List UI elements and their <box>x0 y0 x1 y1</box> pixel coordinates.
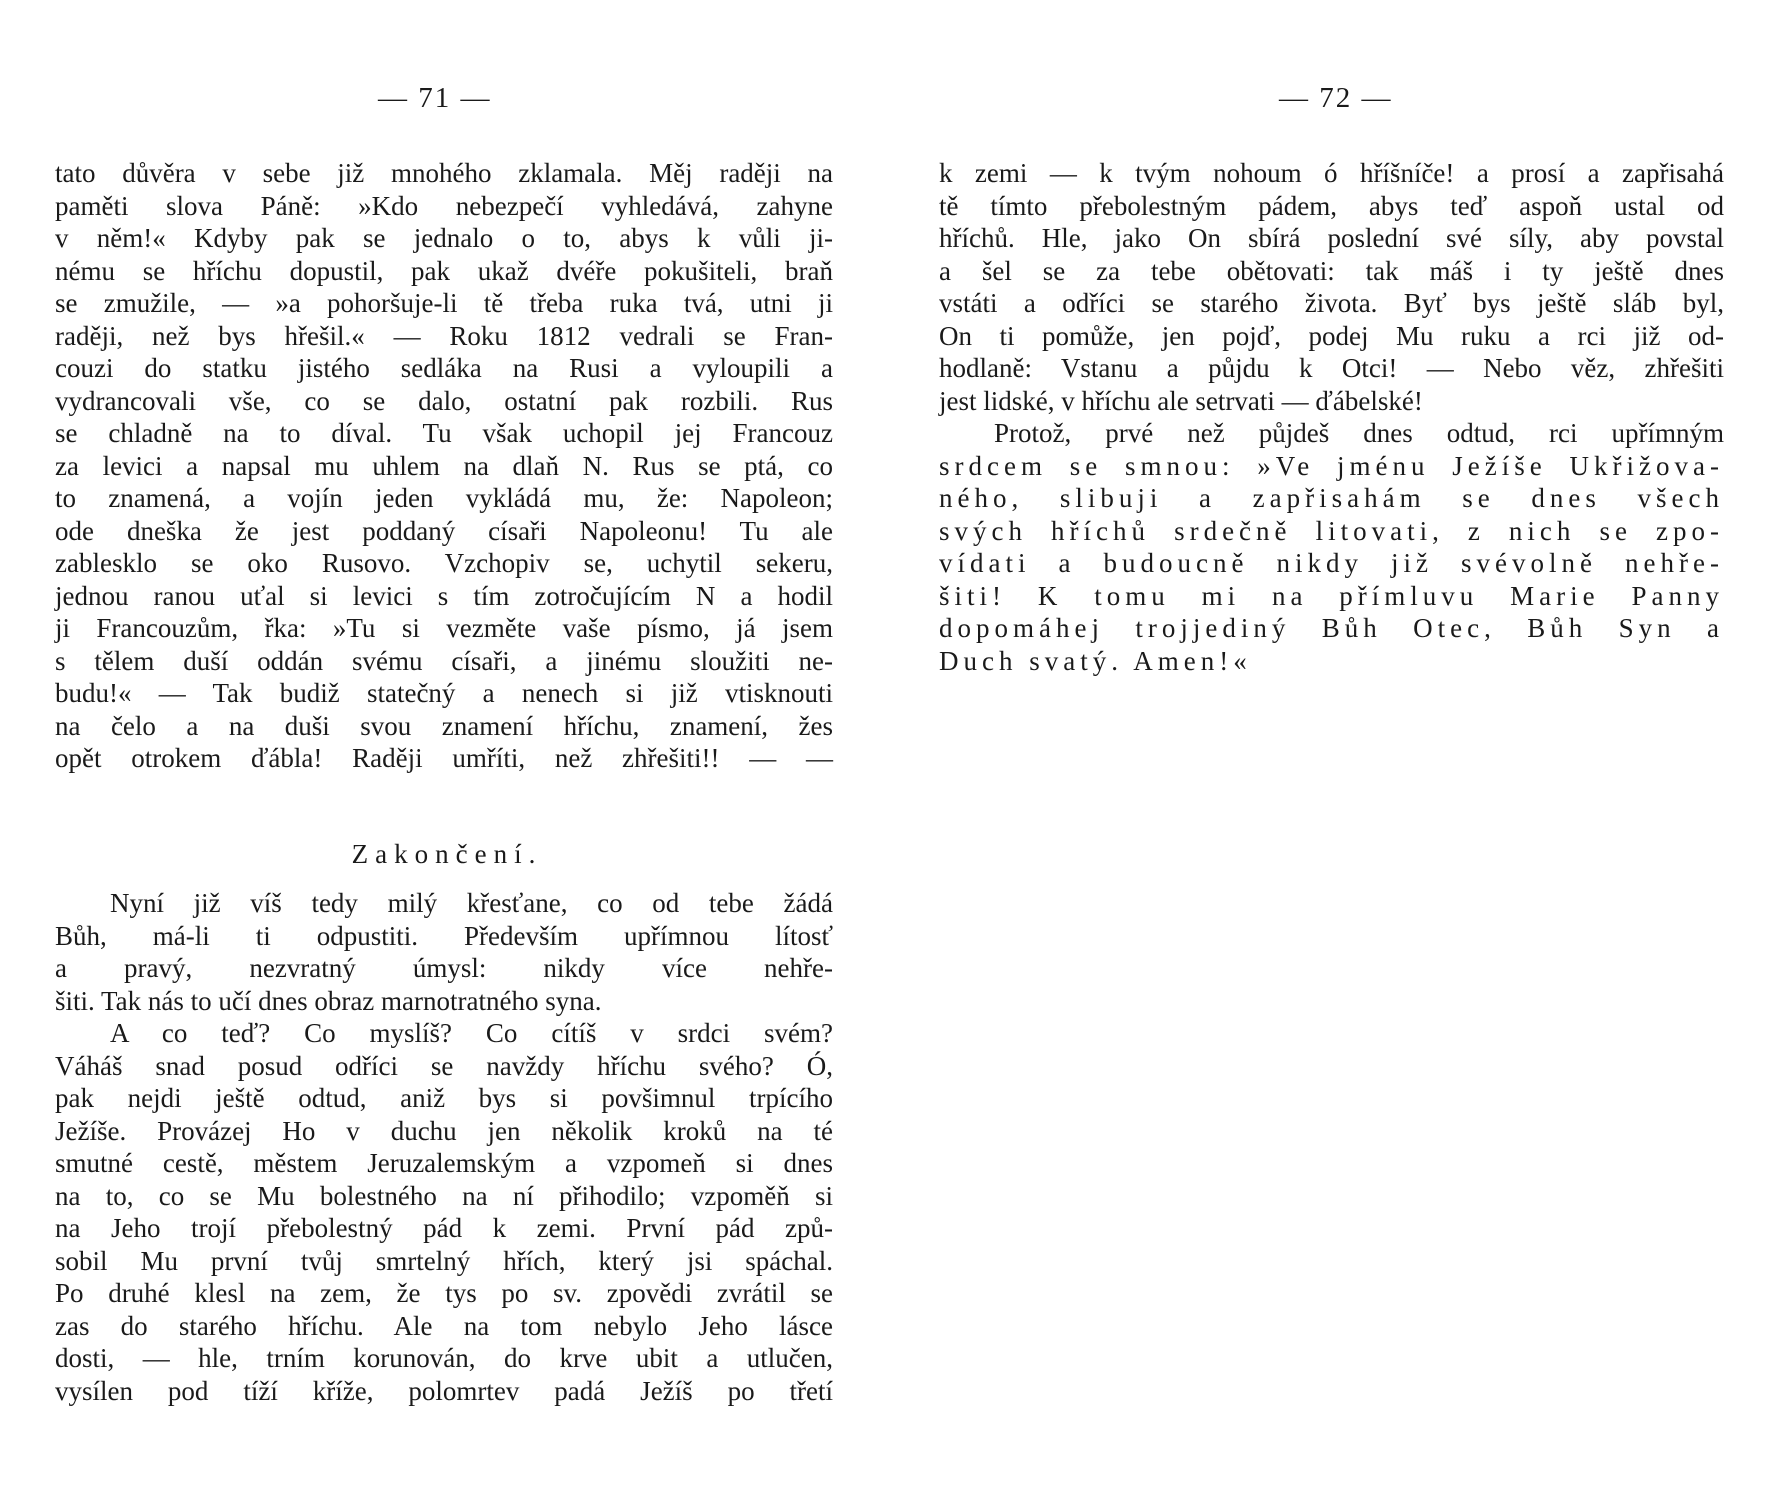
text-line: Bůh, má-li ti odpustiti. Především upřímnou lítosť <box>55 920 833 951</box>
text-line: hodlaně: Vstanu a půjdu k Otci! — Nebo věz, zhřešiti <box>939 353 1724 383</box>
text-line: k zemi — k tvým nohoum ó hříšníče! a prosí a zapřisahá <box>939 158 1724 188</box>
page-number-72: — 72 — <box>1279 82 1393 114</box>
text-line: Protož, prvé než půjdeš dnes odtud, rci upřímným <box>994 418 1724 448</box>
text-line: tě tímto přebolestným pádem, abys teď aspoň ustal od <box>939 190 1724 221</box>
text-line: raději, než bys hřešil.« — Roku 1812 vedrali se Fran- <box>55 320 833 351</box>
text-line: srdcem se smnou: »Ve jménu Ježíše Ukřižova- <box>939 450 1724 481</box>
text-line: Váháš snad posud odříci se navždy hříchu svého? Ó, <box>55 1050 833 1081</box>
text-line: se chladně na to díval. Tu však uchopil jej Francouz <box>55 418 833 448</box>
text-line: hříchů. Hle, jako On sbírá poslední své síly, aby povstal <box>939 223 1724 253</box>
text-line: jednou ranou uťal si levici s tím zotročujícím N a hodil <box>55 580 833 611</box>
text-line: paměti slova Páně: »Kdo nebezpečí vyhledává, zahyne <box>55 190 833 221</box>
text-line: šiti. Tak nás to učí dnes obraz marnotratného syna. <box>55 985 602 1016</box>
text-line: ji Francouzům, řka: »Tu si vezměte vaše písmo, já jsem <box>55 613 833 643</box>
text-line: tato důvěra v sebe již mnohého zklamala. Měj raději na <box>55 158 833 188</box>
text-line: dopomáhej trojjediný Bůh Otec, Bůh Syn a <box>939 613 1724 643</box>
text-line: budu!« — Tak budiž statečný a nenech si již vtisknouti <box>55 678 833 708</box>
text-line: couzi do statku jistého sedláka na Rusi a vyloupili a <box>55 353 833 383</box>
text-line: A co teď? Co myslíš? Co cítíš v srdci svém? <box>110 1018 833 1048</box>
text-line: Ježíše. Provázej Ho v duchu jen několik kroků na té <box>55 1115 833 1146</box>
text-line: zablesklo se oko Rusovo. Vzchopiv se, uchytil sekeru, <box>55 548 833 578</box>
text-line: a pravý, nezvratný úmysl: nikdy více nehře- <box>55 953 833 983</box>
text-line: na to, co se Mu bolestného na ní přihodilo; vzpoměň si <box>55 1180 833 1211</box>
right-page <box>894 0 1788 1500</box>
text-line: v něm!« Kdyby pak se jednalo o to, abys k vůli ji- <box>55 223 833 253</box>
text-line: vydrancovali vše, co se dalo, ostatní pak rozbili. Rus <box>55 385 833 416</box>
left-body-text <box>55 157 833 775</box>
text-line: pak nejdi ještě odtud, aniž bys si povšimnul trpícího <box>55 1083 833 1113</box>
text-line: na Jeho trojí přebolestný pád k zemi. První pád způ- <box>55 1213 833 1243</box>
conclusion-text <box>55 887 833 1407</box>
text-line: ode dneška že jest poddaný císaři Napoleonu! Tu ale <box>55 515 833 546</box>
text-line: dosti, — hle, trním korunován, do krve ubit a utlučen, <box>55 1343 833 1373</box>
text-line: svých hříchů srdečně litovati, z nich se zpo- <box>939 515 1724 546</box>
text-line: to znamená, a vojín jeden vykládá mu, že: Napoleon; <box>55 483 833 513</box>
text-line: vstáti a odříci se starého života. Byť bys ještě sláb byl, <box>939 288 1724 318</box>
text-line: jest lidské, v hříchu ale setrvati — ďábelské! <box>939 385 1423 416</box>
section-heading: Zakončení. <box>351 839 543 869</box>
text-line: vysílen pod tíží kříže, polomrtev padá Ježíš po třetí <box>55 1375 833 1406</box>
text-line: na čelo a na duši svou znamení hříchu, znamení, žes <box>55 710 833 741</box>
page-number-71: — 71 — <box>378 82 492 114</box>
right-body-text <box>939 157 1724 677</box>
text-line: opět otrokem ďábla! Raději umříti, než zhřešiti!! — — <box>55 743 833 773</box>
text-line: za levici a napsal mu uhlem na dlaň N. Rus se ptá, co <box>55 450 833 481</box>
text-line: On ti pomůže, jen pojď, podej Mu ruku a rci již od- <box>939 320 1724 351</box>
text-line: Po druhé klesl na zem, že tys po sv. zpovědi zvrátil se <box>55 1278 833 1308</box>
text-line: a šel se za tebe obětovati: tak máš i ty ještě dnes <box>939 255 1724 286</box>
text-line: vídati a budoucně nikdy již svévolně nehře- <box>939 548 1724 578</box>
text-line: zas do starého hříchu. Ale na tom nebylo Jeho lásce <box>55 1310 833 1341</box>
text-line: smutné cestě, městem Jeruzalemským a vzpomeň si dnes <box>55 1148 833 1178</box>
text-line: se zmužile, — »a pohoršuje-li tě třeba ruka tvá, utni ji <box>55 288 833 318</box>
text-line: sobil Mu první tvůj smrtelný hřích, který jsi spáchal. <box>55 1245 833 1276</box>
text-line: s tělem duší oddán svému císaři, a jinému sloužiti ne- <box>55 645 833 676</box>
text-line: ného, slibuji a zapřisahám se dnes všech <box>939 483 1724 513</box>
text-line: nému se hříchu dopustil, pak ukaž dvéře pokušiteli, braň <box>55 255 833 286</box>
text-line: Nyní již víš tedy milý křesťane, co od tebe žádá <box>110 888 833 918</box>
text-line: Duch svatý. Amen!« <box>939 645 1252 676</box>
text-line: šiti! K tomu mi na přímluvu Marie Panny <box>939 580 1724 611</box>
